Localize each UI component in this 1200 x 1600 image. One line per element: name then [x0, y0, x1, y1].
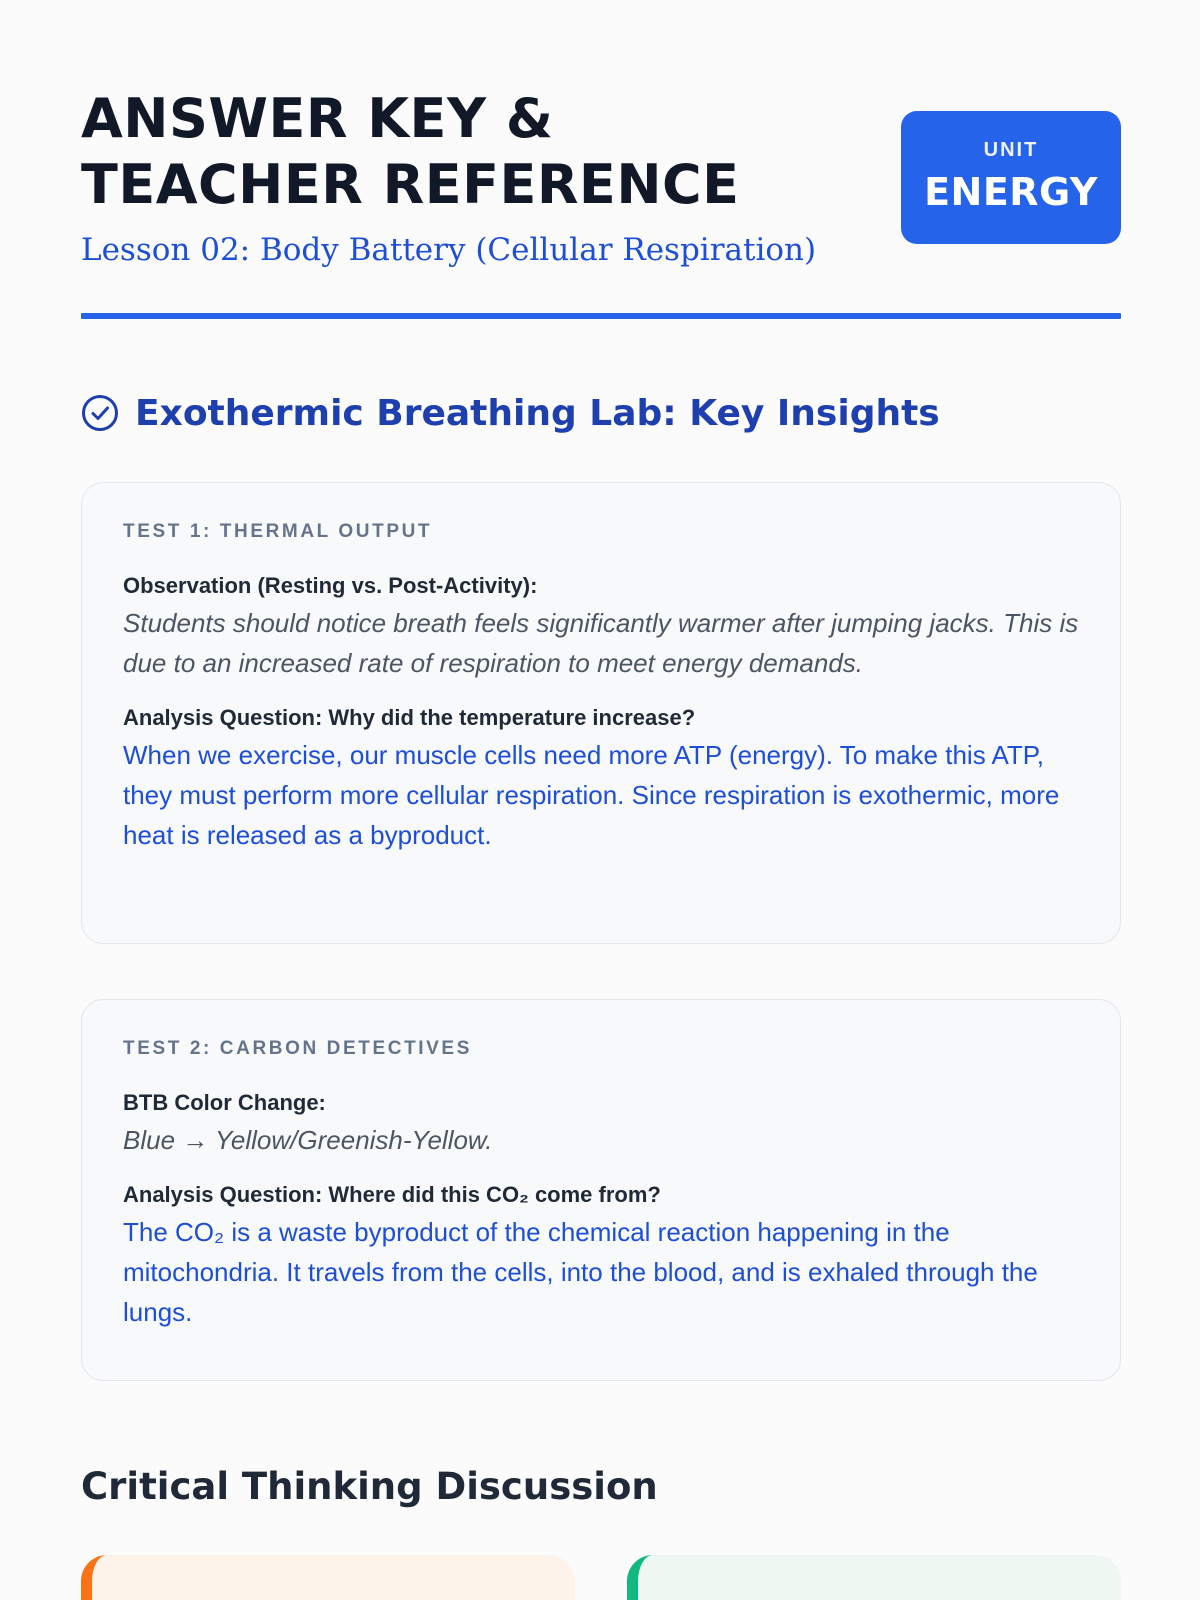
header-divider	[81, 313, 1121, 319]
lesson-subtitle: Lesson 02: Body Battery (Cellular Respiration)	[81, 232, 817, 268]
key-insights-heading	[81, 388, 940, 438]
analysis-question: Analysis Question: Where did this CO₂ come from?	[123, 1182, 661, 1207]
test-label: TEST 1: THERMAL OUTPUT	[123, 521, 433, 542]
check-circle-icon	[81, 394, 119, 432]
analysis-answer: The CO₂ is a waste byproduct of the chemical reaction happening in the mitochondria. It travels from the cells, into the blood, and is exhaled through the lungs.	[123, 1217, 1038, 1327]
analysis-question: Analysis Question: Why did the temperature increase?	[123, 705, 696, 730]
observation-text: Students should notice breath feels significantly warmer after jumping jacks. This is due to an increased rate of respiration to meet energy demands.	[123, 608, 1079, 678]
page-header	[81, 86, 1121, 286]
unit-badge	[901, 111, 1121, 244]
section-title: Exothermic Breathing Lab: Key Insights	[135, 392, 940, 434]
unit-value: ENERGY	[924, 170, 1098, 214]
test-label: TEST 2: CARBON DETECTIVES	[123, 1038, 472, 1059]
critical-thinking-heading: Critical Thinking Discussion	[81, 1465, 658, 1508]
observation-text: Blue → Yellow/Greenish-Yellow.	[123, 1125, 493, 1155]
observation-label: BTB Color Change:	[123, 1090, 326, 1115]
test-card-thermal-output	[81, 482, 1121, 944]
title-line-1: ANSWER KEY &	[81, 87, 554, 150]
discussion-card-green	[627, 1555, 1121, 1600]
observation-label: Observation (Resting vs. Post-Activity):	[123, 573, 538, 598]
title-line-2: TEACHER REFERENCE	[81, 153, 740, 216]
test-card-carbon-detectives	[81, 999, 1121, 1381]
page-title	[81, 86, 841, 218]
discussion-card-orange	[81, 1555, 575, 1600]
analysis-answer: When we exercise, our muscle cells need more ATP (energy). To make this ATP, they must perform more cellular respiration. Since respiration is exothermic, more heat is released as a byproduct.	[123, 740, 1060, 850]
unit-label: UNIT	[983, 139, 1039, 161]
